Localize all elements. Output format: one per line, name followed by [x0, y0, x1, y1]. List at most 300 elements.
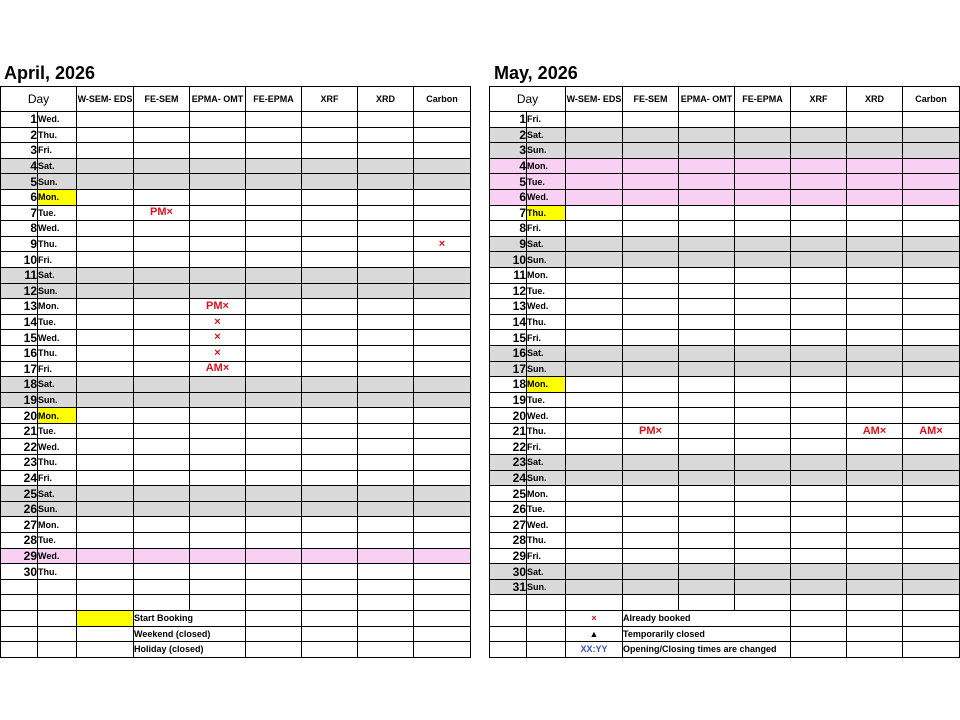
- booking-cell[interactable]: [246, 455, 302, 471]
- booking-cell[interactable]: [679, 408, 735, 424]
- booking-cell[interactable]: [414, 205, 471, 221]
- booking-cell[interactable]: [679, 579, 735, 595]
- booking-cell[interactable]: [623, 252, 679, 268]
- booking-cell[interactable]: [566, 486, 623, 502]
- booking-cell[interactable]: [679, 221, 735, 237]
- booking-cell[interactable]: [735, 361, 791, 377]
- booking-cell[interactable]: [847, 283, 903, 299]
- booking-cell[interactable]: [623, 236, 679, 252]
- booking-cell[interactable]: [847, 439, 903, 455]
- booking-cell[interactable]: [302, 345, 358, 361]
- booking-cell[interactable]: [623, 579, 679, 595]
- booking-cell[interactable]: [847, 470, 903, 486]
- booking-cell[interactable]: [566, 564, 623, 580]
- booking-cell[interactable]: [791, 143, 847, 159]
- booking-cell[interactable]: [847, 345, 903, 361]
- booking-cell[interactable]: [414, 408, 471, 424]
- booking-cell[interactable]: [190, 221, 246, 237]
- booking-cell[interactable]: [847, 127, 903, 143]
- booking-cell[interactable]: [566, 501, 623, 517]
- booking-cell[interactable]: [134, 455, 190, 471]
- booking-cell[interactable]: [358, 189, 414, 205]
- booking-cell[interactable]: [302, 189, 358, 205]
- booking-cell[interactable]: [358, 283, 414, 299]
- booking-cell[interactable]: [77, 299, 134, 315]
- booking-cell[interactable]: [791, 408, 847, 424]
- booking-cell[interactable]: [903, 143, 960, 159]
- booking-cell[interactable]: [623, 377, 679, 393]
- booking-cell[interactable]: [302, 283, 358, 299]
- booking-cell[interactable]: [791, 533, 847, 549]
- booking-cell[interactable]: [623, 533, 679, 549]
- booking-cell[interactable]: [903, 377, 960, 393]
- booking-cell[interactable]: [791, 501, 847, 517]
- booking-cell[interactable]: [302, 486, 358, 502]
- booking-cell[interactable]: [903, 455, 960, 471]
- booking-cell[interactable]: [791, 189, 847, 205]
- booking-cell[interactable]: [134, 392, 190, 408]
- booking-cell[interactable]: [77, 143, 134, 159]
- booking-cell[interactable]: [302, 299, 358, 315]
- booking-cell[interactable]: [134, 158, 190, 174]
- booking-cell[interactable]: [358, 423, 414, 439]
- booking-cell[interactable]: [623, 158, 679, 174]
- booking-cell[interactable]: [791, 314, 847, 330]
- booking-cell[interactable]: [134, 408, 190, 424]
- booking-cell[interactable]: [302, 174, 358, 190]
- booking-cell[interactable]: [77, 158, 134, 174]
- booking-cell[interactable]: [679, 205, 735, 221]
- booking-cell[interactable]: [77, 501, 134, 517]
- booking-cell[interactable]: [77, 221, 134, 237]
- booking-cell[interactable]: [190, 392, 246, 408]
- booking-cell[interactable]: [566, 143, 623, 159]
- booking-cell[interactable]: [903, 533, 960, 549]
- booking-cell[interactable]: [566, 361, 623, 377]
- booking-cell[interactable]: [358, 392, 414, 408]
- booking-cell[interactable]: [679, 533, 735, 549]
- booking-cell[interactable]: [791, 377, 847, 393]
- booking-cell[interactable]: [77, 174, 134, 190]
- booking-cell[interactable]: [847, 517, 903, 533]
- booking-cell[interactable]: [735, 189, 791, 205]
- booking-cell[interactable]: [679, 252, 735, 268]
- booking-cell[interactable]: [791, 205, 847, 221]
- booking-cell[interactable]: [679, 236, 735, 252]
- booking-cell[interactable]: [566, 579, 623, 595]
- booking-cell[interactable]: PM×: [623, 423, 679, 439]
- booking-cell[interactable]: [903, 501, 960, 517]
- booking-cell[interactable]: [302, 158, 358, 174]
- booking-cell[interactable]: [735, 158, 791, 174]
- booking-cell[interactable]: [566, 112, 623, 128]
- booking-cell[interactable]: [735, 252, 791, 268]
- booking-cell[interactable]: [190, 470, 246, 486]
- booking-cell[interactable]: [414, 330, 471, 346]
- booking-cell[interactable]: [302, 377, 358, 393]
- booking-cell[interactable]: ×: [414, 236, 471, 252]
- booking-cell[interactable]: [246, 189, 302, 205]
- booking-cell[interactable]: [679, 330, 735, 346]
- booking-cell[interactable]: [566, 174, 623, 190]
- booking-cell[interactable]: [623, 189, 679, 205]
- booking-cell[interactable]: [735, 564, 791, 580]
- booking-cell[interactable]: [77, 361, 134, 377]
- booking-cell[interactable]: [735, 392, 791, 408]
- booking-cell[interactable]: [190, 486, 246, 502]
- booking-cell[interactable]: [190, 501, 246, 517]
- booking-cell[interactable]: [679, 470, 735, 486]
- booking-cell[interactable]: [623, 112, 679, 128]
- booking-cell[interactable]: [566, 377, 623, 393]
- booking-cell[interactable]: [903, 174, 960, 190]
- booking-cell[interactable]: [735, 517, 791, 533]
- booking-cell[interactable]: [190, 189, 246, 205]
- booking-cell[interactable]: [134, 267, 190, 283]
- booking-cell[interactable]: [134, 221, 190, 237]
- booking-cell[interactable]: [134, 143, 190, 159]
- booking-cell[interactable]: [77, 408, 134, 424]
- booking-cell[interactable]: [791, 564, 847, 580]
- booking-cell[interactable]: [903, 361, 960, 377]
- booking-cell[interactable]: [566, 392, 623, 408]
- booking-cell[interactable]: [414, 455, 471, 471]
- booking-cell[interactable]: [735, 439, 791, 455]
- booking-cell[interactable]: [903, 236, 960, 252]
- booking-cell[interactable]: [847, 377, 903, 393]
- booking-cell[interactable]: [246, 439, 302, 455]
- booking-cell[interactable]: [302, 392, 358, 408]
- booking-cell[interactable]: [302, 533, 358, 549]
- booking-cell[interactable]: [735, 143, 791, 159]
- booking-cell[interactable]: [134, 112, 190, 128]
- booking-cell[interactable]: [735, 579, 791, 595]
- booking-cell[interactable]: [735, 205, 791, 221]
- booking-cell[interactable]: [903, 439, 960, 455]
- booking-cell[interactable]: [77, 392, 134, 408]
- booking-cell[interactable]: [358, 236, 414, 252]
- booking-cell[interactable]: [623, 267, 679, 283]
- booking-cell[interactable]: [847, 330, 903, 346]
- booking-cell[interactable]: [358, 314, 414, 330]
- booking-cell[interactable]: [679, 423, 735, 439]
- booking-cell[interactable]: [566, 533, 623, 549]
- booking-cell[interactable]: [246, 314, 302, 330]
- booking-cell[interactable]: [791, 267, 847, 283]
- booking-cell[interactable]: [134, 330, 190, 346]
- booking-cell[interactable]: [414, 283, 471, 299]
- booking-cell[interactable]: [847, 501, 903, 517]
- booking-cell[interactable]: [623, 361, 679, 377]
- booking-cell[interactable]: [246, 345, 302, 361]
- booking-cell[interactable]: [903, 564, 960, 580]
- booking-cell[interactable]: [903, 299, 960, 315]
- booking-cell[interactable]: [623, 486, 679, 502]
- booking-cell[interactable]: AM×: [190, 361, 246, 377]
- booking-cell[interactable]: [414, 112, 471, 128]
- booking-cell[interactable]: [903, 252, 960, 268]
- booking-cell[interactable]: [679, 345, 735, 361]
- booking-cell[interactable]: [246, 174, 302, 190]
- booking-cell[interactable]: [77, 455, 134, 471]
- booking-cell[interactable]: [735, 314, 791, 330]
- booking-cell[interactable]: [679, 392, 735, 408]
- booking-cell[interactable]: [190, 127, 246, 143]
- booking-cell[interactable]: [791, 330, 847, 346]
- booking-cell[interactable]: [847, 267, 903, 283]
- booking-cell[interactable]: [134, 361, 190, 377]
- booking-cell[interactable]: [735, 330, 791, 346]
- booking-cell[interactable]: [414, 252, 471, 268]
- booking-cell[interactable]: [358, 439, 414, 455]
- booking-cell[interactable]: [679, 501, 735, 517]
- booking-cell[interactable]: [302, 314, 358, 330]
- booking-cell[interactable]: [190, 548, 246, 564]
- booking-cell[interactable]: [134, 423, 190, 439]
- booking-cell[interactable]: [190, 564, 246, 580]
- booking-cell[interactable]: [735, 501, 791, 517]
- booking-cell[interactable]: [414, 314, 471, 330]
- booking-cell[interactable]: [566, 221, 623, 237]
- booking-cell[interactable]: [903, 579, 960, 595]
- booking-cell[interactable]: [190, 533, 246, 549]
- booking-cell[interactable]: [77, 236, 134, 252]
- booking-cell[interactable]: PM×: [190, 299, 246, 315]
- booking-cell[interactable]: [77, 283, 134, 299]
- booking-cell[interactable]: [566, 330, 623, 346]
- booking-cell[interactable]: [134, 174, 190, 190]
- booking-cell[interactable]: [735, 174, 791, 190]
- booking-cell[interactable]: [190, 439, 246, 455]
- booking-cell[interactable]: [134, 533, 190, 549]
- booking-cell[interactable]: [246, 377, 302, 393]
- booking-cell[interactable]: [302, 112, 358, 128]
- booking-cell[interactable]: [903, 408, 960, 424]
- booking-cell[interactable]: [566, 423, 623, 439]
- booking-cell[interactable]: [302, 205, 358, 221]
- booking-cell[interactable]: [847, 299, 903, 315]
- booking-cell[interactable]: [623, 408, 679, 424]
- booking-cell[interactable]: [414, 470, 471, 486]
- booking-cell[interactable]: [358, 564, 414, 580]
- booking-cell[interactable]: [847, 189, 903, 205]
- booking-cell[interactable]: [77, 205, 134, 221]
- booking-cell[interactable]: PM×: [134, 205, 190, 221]
- booking-cell[interactable]: [414, 158, 471, 174]
- booking-cell[interactable]: [414, 189, 471, 205]
- booking-cell[interactable]: [358, 361, 414, 377]
- booking-cell[interactable]: [623, 221, 679, 237]
- booking-cell[interactable]: [414, 221, 471, 237]
- booking-cell[interactable]: [190, 283, 246, 299]
- booking-cell[interactable]: [358, 143, 414, 159]
- booking-cell[interactable]: [246, 548, 302, 564]
- booking-cell[interactable]: [358, 501, 414, 517]
- booking-cell[interactable]: [791, 127, 847, 143]
- booking-cell[interactable]: [903, 486, 960, 502]
- booking-cell[interactable]: [302, 470, 358, 486]
- booking-cell[interactable]: [903, 127, 960, 143]
- booking-cell[interactable]: [134, 283, 190, 299]
- booking-cell[interactable]: [847, 361, 903, 377]
- booking-cell[interactable]: [246, 501, 302, 517]
- booking-cell[interactable]: [302, 127, 358, 143]
- booking-cell[interactable]: [566, 314, 623, 330]
- booking-cell[interactable]: [566, 283, 623, 299]
- booking-cell[interactable]: [134, 564, 190, 580]
- booking-cell[interactable]: [623, 345, 679, 361]
- booking-cell[interactable]: [679, 299, 735, 315]
- booking-cell[interactable]: [847, 533, 903, 549]
- booking-cell[interactable]: [847, 392, 903, 408]
- booking-cell[interactable]: [414, 517, 471, 533]
- booking-cell[interactable]: [903, 470, 960, 486]
- booking-cell[interactable]: [903, 314, 960, 330]
- booking-cell[interactable]: [735, 236, 791, 252]
- booking-cell[interactable]: [414, 501, 471, 517]
- booking-cell[interactable]: [414, 127, 471, 143]
- booking-cell[interactable]: [847, 158, 903, 174]
- booking-cell[interactable]: [77, 423, 134, 439]
- booking-cell[interactable]: [566, 548, 623, 564]
- booking-cell[interactable]: [791, 439, 847, 455]
- booking-cell[interactable]: [302, 252, 358, 268]
- booking-cell[interactable]: [903, 189, 960, 205]
- booking-cell[interactable]: [358, 127, 414, 143]
- booking-cell[interactable]: [566, 189, 623, 205]
- booking-cell[interactable]: [302, 408, 358, 424]
- booking-cell[interactable]: [246, 267, 302, 283]
- booking-cell[interactable]: [414, 267, 471, 283]
- booking-cell[interactable]: [847, 252, 903, 268]
- booking-cell[interactable]: [358, 112, 414, 128]
- booking-cell[interactable]: [134, 127, 190, 143]
- booking-cell[interactable]: [77, 517, 134, 533]
- booking-cell[interactable]: [246, 564, 302, 580]
- booking-cell[interactable]: [903, 205, 960, 221]
- booking-cell[interactable]: [134, 548, 190, 564]
- booking-cell[interactable]: [358, 377, 414, 393]
- booking-cell[interactable]: [358, 330, 414, 346]
- booking-cell[interactable]: [791, 392, 847, 408]
- booking-cell[interactable]: [134, 252, 190, 268]
- booking-cell[interactable]: [623, 517, 679, 533]
- booking-cell[interactable]: [735, 533, 791, 549]
- booking-cell[interactable]: [414, 361, 471, 377]
- booking-cell[interactable]: [190, 455, 246, 471]
- booking-cell[interactable]: [414, 548, 471, 564]
- booking-cell[interactable]: [623, 299, 679, 315]
- booking-cell[interactable]: [246, 486, 302, 502]
- booking-cell[interactable]: [246, 408, 302, 424]
- booking-cell[interactable]: [358, 158, 414, 174]
- booking-cell[interactable]: [566, 236, 623, 252]
- booking-cell[interactable]: [134, 314, 190, 330]
- booking-cell[interactable]: [903, 330, 960, 346]
- booking-cell[interactable]: [679, 174, 735, 190]
- booking-cell[interactable]: [190, 267, 246, 283]
- booking-cell[interactable]: [134, 299, 190, 315]
- booking-cell[interactable]: [134, 517, 190, 533]
- booking-cell[interactable]: [791, 455, 847, 471]
- booking-cell[interactable]: [190, 112, 246, 128]
- booking-cell[interactable]: [623, 564, 679, 580]
- booking-cell[interactable]: [77, 189, 134, 205]
- booking-cell[interactable]: [623, 330, 679, 346]
- booking-cell[interactable]: [246, 127, 302, 143]
- booking-cell[interactable]: [414, 143, 471, 159]
- booking-cell[interactable]: [302, 221, 358, 237]
- booking-cell[interactable]: [735, 548, 791, 564]
- booking-cell[interactable]: [246, 221, 302, 237]
- booking-cell[interactable]: [679, 517, 735, 533]
- booking-cell[interactable]: [246, 283, 302, 299]
- booking-cell[interactable]: [566, 252, 623, 268]
- booking-cell[interactable]: [566, 455, 623, 471]
- booking-cell[interactable]: [302, 236, 358, 252]
- booking-cell[interactable]: [679, 548, 735, 564]
- booking-cell[interactable]: [566, 408, 623, 424]
- booking-cell[interactable]: [679, 189, 735, 205]
- booking-cell[interactable]: [77, 267, 134, 283]
- booking-cell[interactable]: [190, 252, 246, 268]
- booking-cell[interactable]: [679, 143, 735, 159]
- booking-cell[interactable]: [134, 236, 190, 252]
- booking-cell[interactable]: [134, 486, 190, 502]
- booking-cell[interactable]: [679, 283, 735, 299]
- booking-cell[interactable]: [77, 486, 134, 502]
- booking-cell[interactable]: [190, 408, 246, 424]
- booking-cell[interactable]: [302, 361, 358, 377]
- booking-cell[interactable]: [847, 408, 903, 424]
- booking-cell[interactable]: [358, 174, 414, 190]
- booking-cell[interactable]: [190, 517, 246, 533]
- booking-cell[interactable]: [246, 517, 302, 533]
- booking-cell[interactable]: [735, 377, 791, 393]
- booking-cell[interactable]: [246, 112, 302, 128]
- booking-cell[interactable]: [791, 252, 847, 268]
- booking-cell[interactable]: [302, 267, 358, 283]
- booking-cell[interactable]: [190, 158, 246, 174]
- booking-cell[interactable]: [847, 548, 903, 564]
- booking-cell[interactable]: [679, 158, 735, 174]
- booking-cell[interactable]: [791, 517, 847, 533]
- booking-cell[interactable]: [190, 423, 246, 439]
- booking-cell[interactable]: [679, 361, 735, 377]
- booking-cell[interactable]: [903, 345, 960, 361]
- booking-cell[interactable]: [791, 486, 847, 502]
- booking-cell[interactable]: [847, 205, 903, 221]
- booking-cell[interactable]: [302, 548, 358, 564]
- booking-cell[interactable]: [623, 501, 679, 517]
- booking-cell[interactable]: [623, 470, 679, 486]
- booking-cell[interactable]: [791, 283, 847, 299]
- booking-cell[interactable]: [679, 314, 735, 330]
- booking-cell[interactable]: [302, 439, 358, 455]
- booking-cell[interactable]: [566, 158, 623, 174]
- booking-cell[interactable]: [190, 236, 246, 252]
- booking-cell[interactable]: [623, 455, 679, 471]
- booking-cell[interactable]: [735, 299, 791, 315]
- booking-cell[interactable]: [358, 486, 414, 502]
- booking-cell[interactable]: [791, 112, 847, 128]
- booking-cell[interactable]: [246, 423, 302, 439]
- booking-cell[interactable]: [623, 143, 679, 159]
- booking-cell[interactable]: [679, 455, 735, 471]
- booking-cell[interactable]: [358, 533, 414, 549]
- booking-cell[interactable]: [847, 455, 903, 471]
- booking-cell[interactable]: [679, 267, 735, 283]
